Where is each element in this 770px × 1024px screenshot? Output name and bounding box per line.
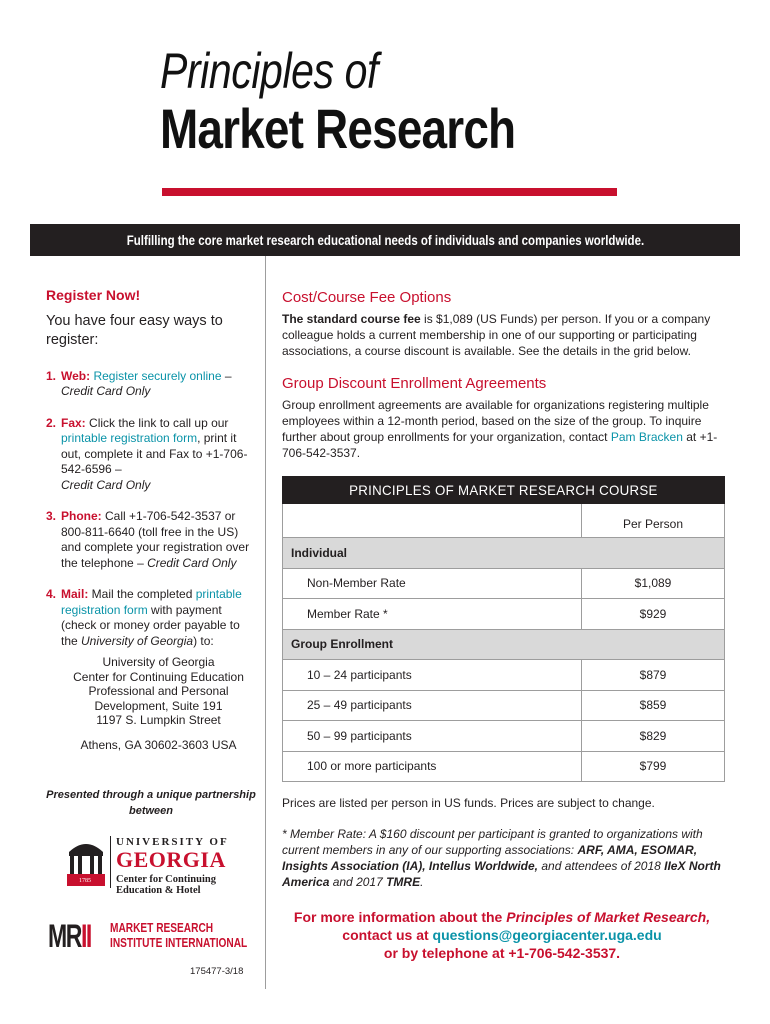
- group-discount-section: [282, 375, 722, 461]
- register-heading: Register Now!: [46, 287, 141, 303]
- cost-bold: The standard course fee: [282, 312, 421, 326]
- group-discount-heading: Group Discount Enrollment Agreements: [282, 375, 547, 392]
- register-online-link[interactable]: Register securely online: [93, 368, 222, 383]
- pricing-table-title-text: PRINCIPLES OF MARKET RESEARCH COURSE: [349, 482, 658, 498]
- step-phone: [46, 509, 256, 571]
- group-label: Individual: [291, 545, 348, 560]
- mrii-line-2: INSTITUTE INTERNATIONAL: [110, 935, 248, 950]
- group-discount-body: Group enrollment agreements are available for organizations registering multiple employees within a 12-month period, based on the size of the group. To inquire further about group enrollments for your organization, contact: [282, 398, 709, 444]
- registration-form-link[interactable]: printable registration form: [61, 587, 242, 617]
- contact-course-name: Principles of Market Research,: [506, 909, 711, 925]
- address-line: 1197 S. Lumpkin Street: [96, 713, 221, 727]
- contact-line-3: or by telephone at +1-706-542-3537.: [383, 945, 621, 961]
- member-note-text: * Member Rate: A $160 discount per participant is granted to organizations with current members in any of our supporting associations:: [282, 827, 703, 857]
- step-number: 1.: [46, 368, 57, 383]
- step-note: Credit Card Only: [147, 555, 237, 570]
- logo-divider: [110, 836, 111, 888]
- table-group-row: [282, 538, 725, 569]
- uga-center-line-2: Education & Hotel: [116, 885, 201, 896]
- mailing-address: [61, 655, 256, 752]
- member-note-text: .: [420, 875, 424, 889]
- member-rate-note: [282, 826, 722, 890]
- member-note-text: and 2017: [329, 875, 387, 889]
- step-text: –: [221, 368, 232, 383]
- table-row: [282, 752, 725, 783]
- row-price: $879: [639, 667, 667, 682]
- table-row: [282, 691, 725, 722]
- mrii-mark: [48, 920, 91, 952]
- registration-form-link[interactable]: printable registration form: [61, 431, 198, 445]
- step-text: Call +1-706-542-3537 or 800-811-6640 (toll free in the US) and complete your registration over the telephone –: [61, 509, 250, 570]
- uga-univ-text: UNIVERSITY OF: [116, 836, 229, 848]
- member-note-assocs: ARF, AMA, ESOMAR, Insights Association (IA), Intellus Worldwide,: [282, 843, 698, 873]
- contact-line-2: [282, 926, 722, 944]
- contact-pam-link[interactable]: Pam Bracken: [610, 430, 683, 444]
- table-row: [282, 569, 725, 600]
- address-line: Development, Suite 191: [94, 698, 223, 713]
- table-header-row: [282, 504, 725, 538]
- title-line-2: Market Research: [160, 97, 516, 160]
- group-label: Group Enrollment: [291, 637, 393, 652]
- address-line: Center for Continuing Education: [73, 669, 244, 684]
- step-italic: University of Georgia: [81, 633, 194, 648]
- row-label: 10 – 24 participants: [283, 660, 582, 690]
- step-mail: [46, 587, 256, 752]
- partnership-note: Presented through a unique partnership between: [46, 789, 256, 817]
- row-label: Member Rate *: [283, 599, 582, 629]
- mrii-line-1: MARKET RESEARCH: [110, 920, 214, 935]
- step-text: Mail the completed: [88, 587, 196, 601]
- step-label: Phone:: [61, 509, 102, 523]
- row-price: $1,089: [634, 576, 672, 591]
- row-label: Non-Member Rate: [283, 569, 582, 599]
- column-divider: [265, 256, 266, 989]
- contact-email-link[interactable]: questions@georgiacenter.uga.edu: [432, 927, 662, 943]
- member-note-event: IIeX North America: [282, 859, 721, 889]
- table-group-row: [282, 630, 725, 661]
- mrii-text: [110, 920, 247, 950]
- uga-year: 1785: [79, 878, 91, 884]
- table-row: [282, 721, 725, 752]
- uga-logo: [66, 834, 256, 896]
- document-code: 175477-3/18: [190, 966, 244, 977]
- title-line-1: Principles of: [160, 43, 378, 99]
- row-price: $929: [639, 606, 667, 621]
- uga-center-line-1: Center for Continuing: [116, 874, 216, 885]
- cost-body: is $1,089 (US Funds) per person. If you or a company colleague holds a current membership in one of our supporting or participating associations, a course discount is available. See the details in the grid below.: [282, 312, 711, 358]
- step-note: Credit Card Only: [61, 477, 151, 492]
- step-text: , print it out, complete it and Fax to +1-706-542-6596 –: [61, 431, 248, 476]
- step-number: 4.: [46, 587, 57, 601]
- cost-heading: Cost/Course Fee Options: [282, 289, 452, 306]
- pricing-table-title: [282, 476, 725, 504]
- row-price: $829: [639, 728, 667, 743]
- tagline-text: Fulfilling the core market research educational needs of individuals and companies worldwide.: [126, 232, 644, 248]
- table-row: [282, 599, 725, 630]
- contact-text: For more information about the: [293, 909, 507, 925]
- uga-georgia-text: GEORGIA: [116, 847, 226, 872]
- cost-section: [282, 289, 722, 359]
- row-label: 100 or more participants: [283, 752, 582, 782]
- row-label: 25 – 49 participants: [283, 691, 582, 721]
- register-intro: You have four easy ways to register:: [46, 312, 223, 348]
- prices-note: Prices are listed per person in US funds. Prices are subject to change.: [282, 796, 655, 810]
- group-discount-text: [282, 397, 722, 461]
- step-text: Click the link to call up our: [85, 415, 229, 430]
- group-discount-phone: at +1-706-542-3537.: [282, 430, 718, 460]
- row-price: $859: [639, 698, 667, 713]
- member-note-text: and attendees of 2018: [538, 859, 665, 873]
- mrii-logo: [48, 918, 258, 954]
- step-label: Mail:: [61, 587, 89, 601]
- mrii-mark-r: R: [65, 918, 81, 954]
- step-fax: [46, 416, 256, 494]
- cost-text: [282, 311, 722, 359]
- register-steps: [46, 369, 256, 753]
- tagline-banner: [30, 224, 740, 256]
- member-note-event: TMRE: [386, 875, 421, 889]
- per-person-header: Per Person: [622, 517, 684, 531]
- step-text: ) to:: [193, 633, 214, 648]
- pricing-table: [282, 476, 725, 782]
- mrii-mark-ii: II: [80, 918, 91, 954]
- step-number: 2.: [46, 415, 57, 430]
- address-line: Professional and Personal: [88, 684, 229, 698]
- uga-center-text: [116, 874, 216, 896]
- register-column: [46, 288, 256, 768]
- step-web: [46, 369, 256, 400]
- row-label: 50 – 99 participants: [283, 721, 582, 751]
- step-note: Credit Card Only: [61, 384, 151, 398]
- title-rule: [162, 188, 617, 196]
- step-label: Web:: [61, 368, 91, 383]
- mrii-mark-m: M: [48, 918, 66, 954]
- row-price: $799: [639, 759, 667, 774]
- table-row: [282, 660, 725, 691]
- step-text: with payment (check or money order payable to the: [61, 602, 240, 648]
- contact-line-1: [282, 908, 722, 926]
- contact-text: contact us at: [342, 927, 433, 943]
- step-label: Fax:: [61, 415, 86, 430]
- contact-info: [282, 908, 722, 962]
- address-city: Athens, GA 30602-3603 USA: [80, 737, 237, 752]
- step-number: 3.: [46, 509, 57, 523]
- address-line: University of Georgia: [102, 655, 215, 669]
